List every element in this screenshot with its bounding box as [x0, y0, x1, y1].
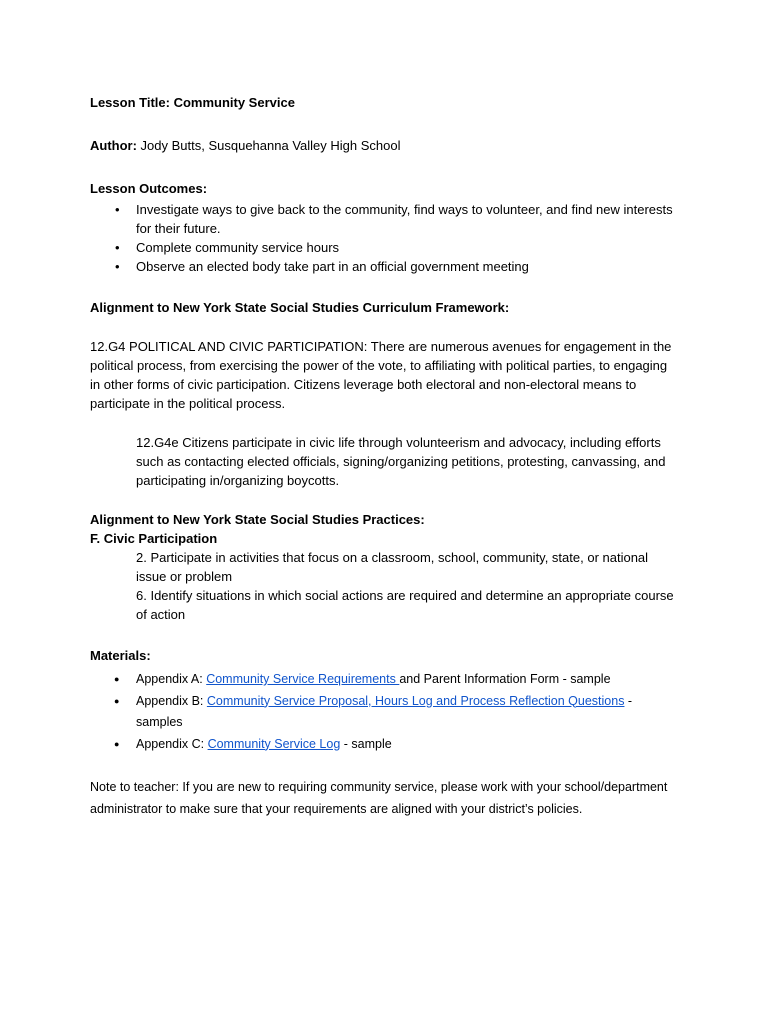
outcome-item: • Investigate ways to give back to the community, find ways to volunteer, and find new interests for their future.	[136, 200, 680, 238]
outcomes-heading: Lesson Outcomes:	[90, 181, 208, 196]
practices-subheading: F. Civic Participation	[90, 531, 218, 546]
author-value: Jody Butts, Susquehanna Valley High School	[136, 138, 401, 153]
author-label: Author:	[90, 138, 137, 153]
materials-list	[90, 669, 680, 755]
framework-paragraph: 12.G4 POLITICAL AND CIVIC PARTICIPATION: There are numerous avenues for engagement in the political process, from exercising the power of the vote, to affiliating with political parties, to engaging in other forms of civic participation. Citizens leverage both electoral and non-electoral means to participate in the political process.	[90, 339, 672, 411]
materials-heading: Materials:	[90, 648, 151, 663]
practices-heading: Alignment to New York State Social Studies Practices:	[90, 512, 425, 527]
material-prefix: Appendix B:	[136, 693, 207, 708]
lesson-title	[90, 93, 680, 112]
outcome-item: • Complete community service hours	[136, 238, 680, 257]
document-page	[90, 93, 680, 820]
material-prefix: Appendix C:	[136, 736, 208, 751]
practice-item: 2. Participate in activities that focus on a classroom, school, community, state, or national issue or problem	[136, 550, 649, 584]
material-suffix: and Parent Information Form - sample	[399, 672, 611, 686]
practice-item: 6. Identify situations in which social actions are required and determine an appropriate course of action	[136, 588, 674, 622]
lesson-title-value: Community Service	[173, 95, 295, 110]
outcomes-list	[90, 200, 680, 276]
material-suffix: - samples	[136, 693, 633, 729]
material-item	[136, 669, 680, 691]
framework-heading: Alignment to New York State Social Studies Curriculum Framework:	[90, 300, 510, 315]
material-item	[136, 734, 680, 756]
community-service-requirements-link[interactable]: Community Service Requirements	[206, 672, 400, 686]
author-line	[90, 136, 680, 155]
community-service-log-link[interactable]: Community Service Log	[207, 736, 341, 751]
material-item	[136, 691, 680, 734]
outcome-item: • Observe an elected body take part in an official government meeting	[136, 257, 680, 276]
teacher-note: Note to teacher: If you are new to requiring community service, please work with your school/department administrator to make sure that your requirements are aligned with your district’s policies.	[90, 780, 668, 816]
material-suffix: - sample	[340, 736, 392, 751]
lesson-title-label: Lesson Title:	[90, 95, 174, 110]
framework-subsection: 12.G4e Citizens participate in civic life through volunteerism and advocacy, including efforts such as contacting elected officials, signing/organizing petitions, protesting, canvassing, and participating in/organizing boycotts.	[136, 435, 666, 488]
community-service-proposal-link[interactable]: Community Service Proposal, Hours Log and Process Reflection Questions	[206, 693, 625, 708]
material-prefix: Appendix A:	[136, 672, 207, 686]
